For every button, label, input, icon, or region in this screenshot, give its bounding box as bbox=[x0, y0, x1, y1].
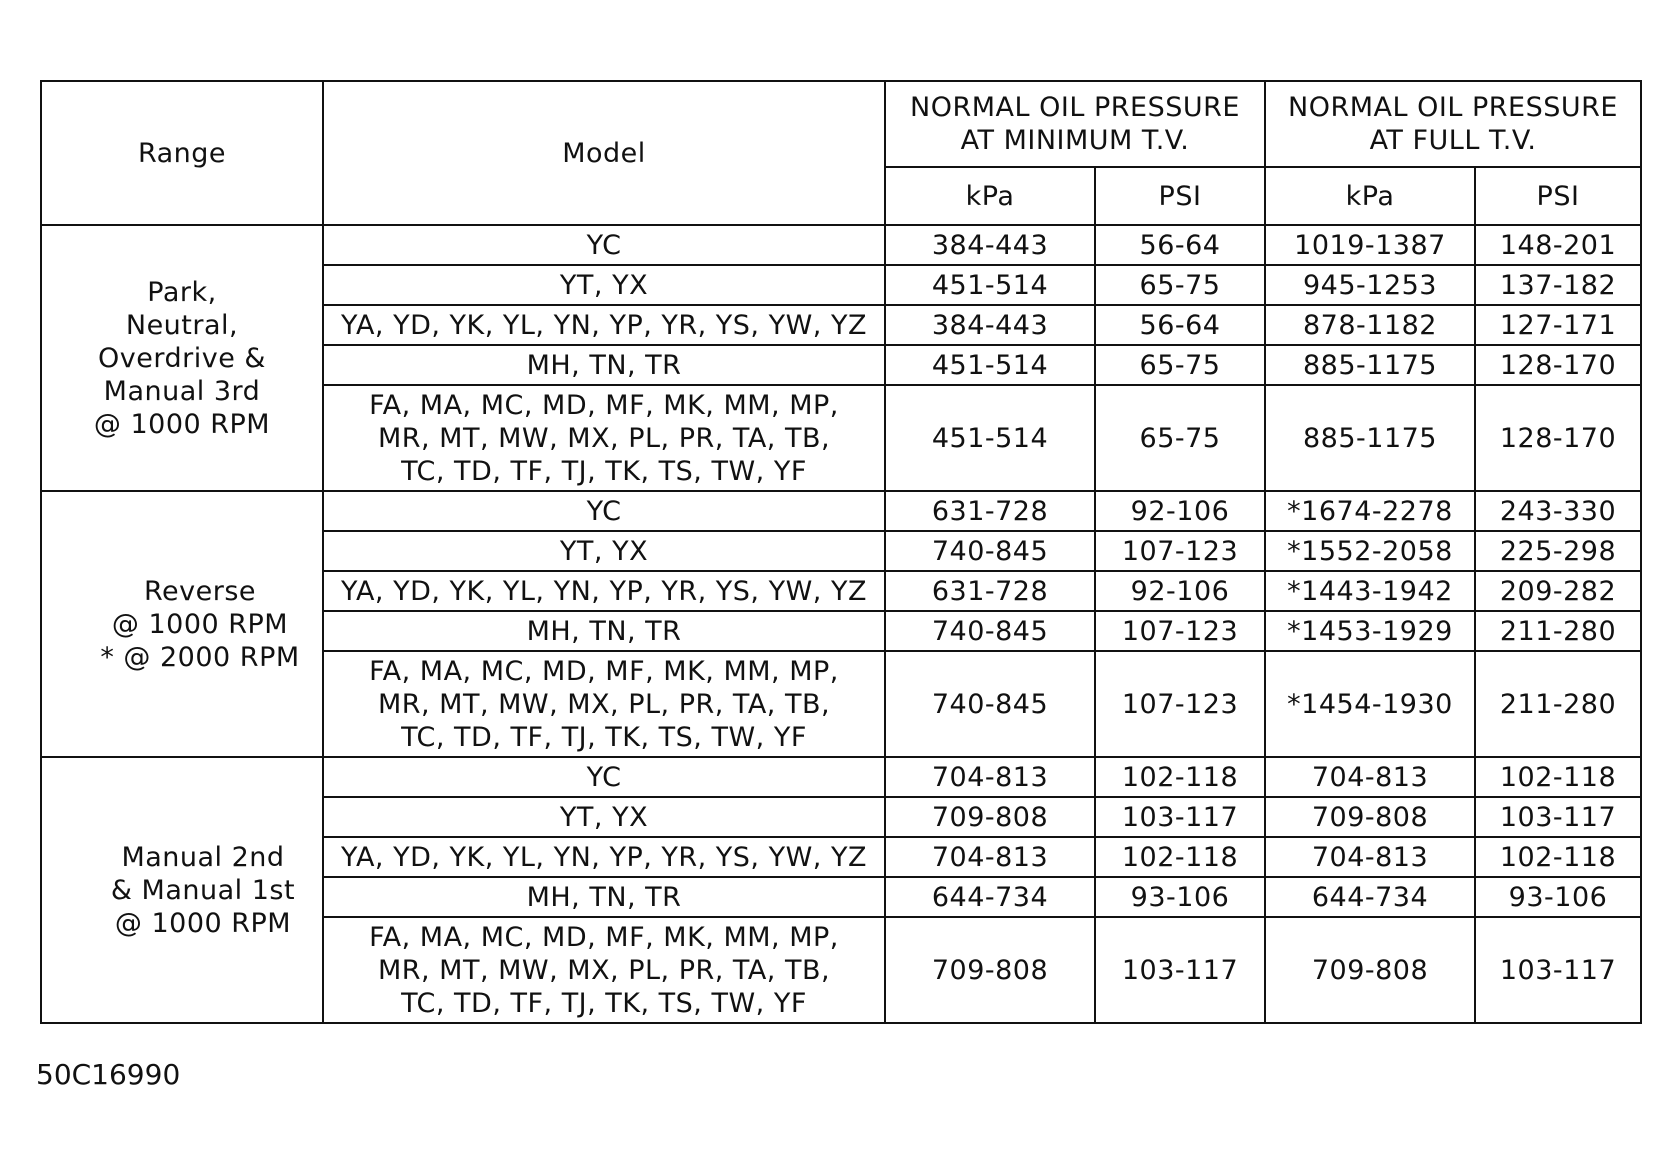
model-line: TC, TD, TF, TJ, TK, TS, TW, YF bbox=[401, 721, 807, 753]
full-kpa-cell: 644-734 bbox=[1265, 877, 1475, 917]
range-cell-reverse bbox=[41, 491, 323, 757]
table-row bbox=[41, 225, 1641, 265]
min-kpa-cell: 704-813 bbox=[885, 837, 1095, 877]
model-cell: MH, TN, TR bbox=[323, 611, 885, 651]
full-kpa-cell: *1552-2058 bbox=[1265, 531, 1475, 571]
model-cell: YC bbox=[323, 225, 885, 265]
min-psi-cell: 92-106 bbox=[1095, 571, 1265, 611]
min-psi-cell: 107-123 bbox=[1095, 531, 1265, 571]
min-kpa-cell: 631-728 bbox=[885, 571, 1095, 611]
oil-pressure-table bbox=[40, 80, 1642, 1024]
full-kpa-cell: 1019-1387 bbox=[1265, 225, 1475, 265]
model-cell: YT, YX bbox=[323, 531, 885, 571]
model-cell bbox=[323, 917, 885, 1023]
model-line: FA, MA, MC, MD, MF, MK, MM, MP, bbox=[369, 389, 839, 421]
min-kpa-cell: 451-514 bbox=[885, 345, 1095, 385]
model-cell: YC bbox=[323, 757, 885, 797]
min-psi-header: PSI bbox=[1095, 167, 1265, 225]
full-psi-cell: 209-282 bbox=[1475, 571, 1641, 611]
model-line: MR, MT, MW, MX, PL, PR, TA, TB, bbox=[377, 688, 831, 720]
full-tv-header-line: AT FULL T.V. bbox=[1369, 125, 1537, 156]
range-line: Park, bbox=[147, 276, 217, 308]
min-psi-cell: 65-75 bbox=[1095, 385, 1265, 491]
full-psi-cell: 137-182 bbox=[1475, 265, 1641, 305]
full-psi-cell: 128-170 bbox=[1475, 345, 1641, 385]
min-tv-header-line: AT MINIMUM T.V. bbox=[960, 125, 1190, 156]
model-header: Model bbox=[323, 81, 885, 225]
range-line: @ 1000 RPM bbox=[93, 408, 271, 440]
model-line: FA, MA, MC, MD, MF, MK, MM, MP, bbox=[369, 921, 839, 953]
model-cell: YT, YX bbox=[323, 265, 885, 305]
min-kpa-cell: 709-808 bbox=[885, 797, 1095, 837]
full-kpa-cell: 704-813 bbox=[1265, 757, 1475, 797]
full-tv-header-line: NORMAL OIL PRESSURE bbox=[1288, 92, 1618, 123]
min-psi-cell: 102-118 bbox=[1095, 757, 1265, 797]
full-kpa-cell: *1453-1929 bbox=[1265, 611, 1475, 651]
min-psi-cell: 56-64 bbox=[1095, 305, 1265, 345]
full-psi-cell: 243-330 bbox=[1475, 491, 1641, 531]
full-kpa-cell: 704-813 bbox=[1265, 837, 1475, 877]
model-line: MR, MT, MW, MX, PL, PR, TA, TB, bbox=[377, 954, 831, 986]
full-kpa-cell: 885-1175 bbox=[1265, 385, 1475, 491]
full-kpa-cell: 709-808 bbox=[1265, 797, 1475, 837]
min-kpa-cell: 631-728 bbox=[885, 491, 1095, 531]
range-cell-manual-low bbox=[41, 757, 323, 1023]
min-kpa-cell: 740-845 bbox=[885, 531, 1095, 571]
min-kpa-cell: 709-808 bbox=[885, 917, 1095, 1023]
model-line: TC, TD, TF, TJ, TK, TS, TW, YF bbox=[401, 987, 807, 1019]
full-psi-cell: 211-280 bbox=[1475, 611, 1641, 651]
full-kpa-header: kPa bbox=[1265, 167, 1475, 225]
full-kpa-cell: *1674-2278 bbox=[1265, 491, 1475, 531]
full-kpa-cell: 709-808 bbox=[1265, 917, 1475, 1023]
min-psi-cell: 107-123 bbox=[1095, 611, 1265, 651]
range-line: @ 1000 RPM bbox=[114, 907, 292, 939]
range-line: Overdrive & bbox=[98, 342, 266, 374]
model-cell: YA, YD, YK, YL, YN, YP, YR, YS, YW, YZ bbox=[323, 837, 885, 877]
min-psi-cell: 102-118 bbox=[1095, 837, 1265, 877]
range-line: @ 1000 RPM bbox=[111, 608, 289, 640]
min-psi-cell: 93-106 bbox=[1095, 877, 1265, 917]
model-cell: YA, YD, YK, YL, YN, YP, YR, YS, YW, YZ bbox=[323, 571, 885, 611]
model-cell: MH, TN, TR bbox=[323, 345, 885, 385]
min-kpa-header: kPa bbox=[885, 167, 1095, 225]
min-tv-header-line: NORMAL OIL PRESSURE bbox=[910, 92, 1240, 123]
min-psi-cell: 65-75 bbox=[1095, 345, 1265, 385]
range-cell-park-neutral bbox=[41, 225, 323, 491]
full-kpa-cell: *1454-1930 bbox=[1265, 651, 1475, 757]
min-psi-cell: 103-117 bbox=[1095, 797, 1265, 837]
model-line: TC, TD, TF, TJ, TK, TS, TW, YF bbox=[401, 455, 807, 487]
full-tv-header bbox=[1265, 81, 1641, 167]
full-psi-cell: 127-171 bbox=[1475, 305, 1641, 345]
range-line: Reverse bbox=[143, 575, 257, 607]
min-psi-cell: 65-75 bbox=[1095, 265, 1265, 305]
min-psi-cell: 103-117 bbox=[1095, 917, 1265, 1023]
min-psi-cell: 107-123 bbox=[1095, 651, 1265, 757]
header-row bbox=[41, 81, 1641, 167]
min-kpa-cell: 740-845 bbox=[885, 611, 1095, 651]
table-row bbox=[41, 757, 1641, 797]
full-kpa-cell: 878-1182 bbox=[1265, 305, 1475, 345]
full-psi-cell: 93-106 bbox=[1475, 877, 1641, 917]
full-psi-cell: 102-118 bbox=[1475, 837, 1641, 877]
range-line: Manual 3rd bbox=[103, 375, 261, 407]
min-kpa-cell: 384-443 bbox=[885, 225, 1095, 265]
model-line: MR, MT, MW, MX, PL, PR, TA, TB, bbox=[377, 422, 831, 454]
range-line: * @ 2000 RPM bbox=[100, 641, 300, 673]
model-cell: MH, TN, TR bbox=[323, 877, 885, 917]
model-line: FA, MA, MC, MD, MF, MK, MM, MP, bbox=[369, 655, 839, 687]
full-psi-cell: 102-118 bbox=[1475, 757, 1641, 797]
min-psi-cell: 56-64 bbox=[1095, 225, 1265, 265]
range-line: & Manual 1st bbox=[110, 874, 296, 906]
full-kpa-cell: 885-1175 bbox=[1265, 345, 1475, 385]
full-kpa-cell: *1443-1942 bbox=[1265, 571, 1475, 611]
model-cell bbox=[323, 385, 885, 491]
model-cell: YT, YX bbox=[323, 797, 885, 837]
figure-id: 50C16990 bbox=[36, 1058, 181, 1091]
table-row bbox=[41, 491, 1641, 531]
min-kpa-cell: 704-813 bbox=[885, 757, 1095, 797]
full-psi-header: PSI bbox=[1475, 167, 1641, 225]
model-cell: YA, YD, YK, YL, YN, YP, YR, YS, YW, YZ bbox=[323, 305, 885, 345]
min-kpa-cell: 451-514 bbox=[885, 265, 1095, 305]
model-cell: YC bbox=[323, 491, 885, 531]
min-kpa-cell: 740-845 bbox=[885, 651, 1095, 757]
min-kpa-cell: 451-514 bbox=[885, 385, 1095, 491]
full-psi-cell: 128-170 bbox=[1475, 385, 1641, 491]
range-header: Range bbox=[41, 81, 323, 225]
min-psi-cell: 92-106 bbox=[1095, 491, 1265, 531]
min-kpa-cell: 644-734 bbox=[885, 877, 1095, 917]
full-kpa-cell: 945-1253 bbox=[1265, 265, 1475, 305]
model-cell bbox=[323, 651, 885, 757]
full-psi-cell: 225-298 bbox=[1475, 531, 1641, 571]
min-tv-header bbox=[885, 81, 1265, 167]
range-line: Manual 2nd bbox=[121, 841, 285, 873]
min-kpa-cell: 384-443 bbox=[885, 305, 1095, 345]
full-psi-cell: 211-280 bbox=[1475, 651, 1641, 757]
range-line: Neutral, bbox=[125, 309, 239, 341]
full-psi-cell: 103-117 bbox=[1475, 797, 1641, 837]
full-psi-cell: 103-117 bbox=[1475, 917, 1641, 1023]
full-psi-cell: 148-201 bbox=[1475, 225, 1641, 265]
